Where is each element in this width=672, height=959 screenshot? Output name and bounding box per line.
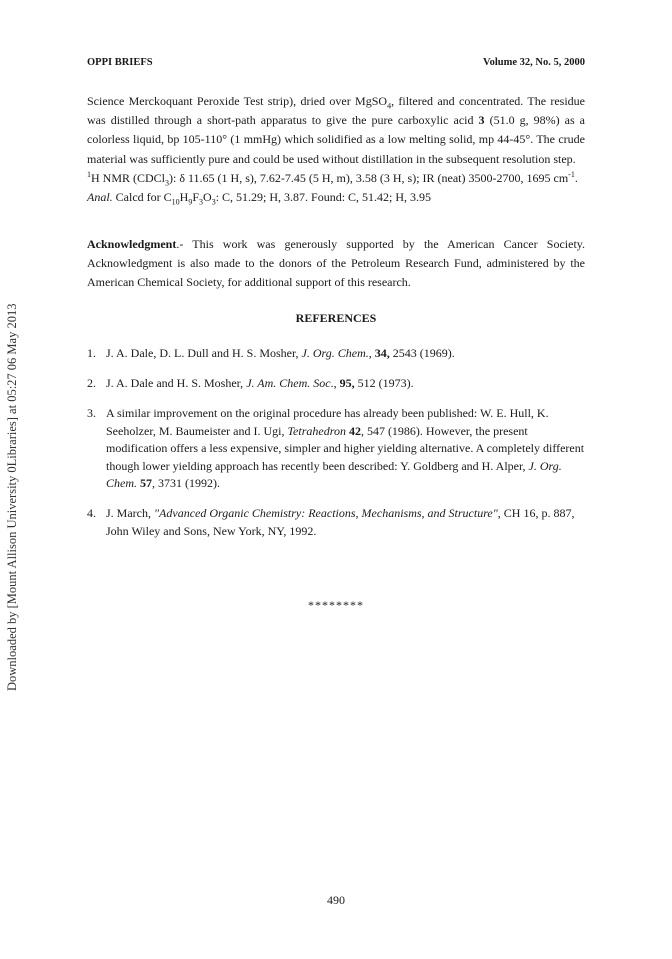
reference-text xyxy=(106,405,585,493)
text-run: . xyxy=(574,170,578,185)
text-run: was distilled through a short-path apparatus to give the pure carboxylic acid xyxy=(87,113,479,128)
subscript: 3 xyxy=(165,178,170,188)
reference-number: 1. xyxy=(87,346,96,360)
volume-info: Volume 32, No. 5, 2000 xyxy=(483,57,585,68)
page-number: 490 xyxy=(327,893,345,907)
download-watermark: Downloaded by [Mount Allison University 0Libraries] at 05:27 06 May 2013 xyxy=(5,303,19,691)
text-run: , 547 (1986). However, the present modification offers a less expensive, simpler and higher yielding alternative. A completely different though lower yielding approach has recently been described: Y. Goldberg and H. Alper, xyxy=(106,423,585,473)
text-run: material was sufficiently pure and could be used without distillation in the subsequent resolution step. xyxy=(87,151,576,166)
acknowledgment-text: .- This work was generously supported by the American Cancer Society. Acknowledgment is also made to the donors of the Petroleum Research Fund, administered by the American Chemical Society, for additional support of this research. xyxy=(87,237,585,290)
text-run: A similar improvement on the original procedure has already been published: W. E. Hull, K. Seeholzer, M. Baumeister and I. Ugi, xyxy=(106,406,549,438)
compound-number: 3 xyxy=(478,113,485,128)
acknowledgment-paragraph xyxy=(87,235,585,293)
text-run: J. March, xyxy=(106,506,154,520)
volume-number: 57 xyxy=(137,476,152,490)
subscript: 3 xyxy=(211,197,216,207)
reference-number: 4. xyxy=(87,506,96,520)
text-run: O xyxy=(203,190,212,205)
journal-title: J. Org. Chem. xyxy=(106,458,562,490)
journal-title: Tetrahedron xyxy=(287,423,346,438)
subscript: 3 xyxy=(199,197,204,207)
reference-number: 3. xyxy=(87,406,96,420)
book-title: "Advanced Organic Chemistry: Reactions, Mechanisms, and Structure" xyxy=(154,506,498,520)
volume-number: 95, xyxy=(339,376,355,390)
text-run: , filtered and concentrated. The residue xyxy=(391,94,586,108)
text-run: F xyxy=(192,190,200,205)
reference-text xyxy=(106,375,585,393)
text-run: , xyxy=(368,346,375,360)
text-run: ): δ 11.65 (1 H, s), 7.62-7.45 (5 H, m), 3.58 (3 H, s); IR (neat) 3500-2700, 1695 cm xyxy=(169,170,569,185)
volume-number: 34, xyxy=(374,346,390,360)
acknowledgment-label: Acknowledgment xyxy=(87,237,177,251)
superscript: 1 xyxy=(87,169,91,179)
journal-title: J. Org. Chem. xyxy=(301,346,369,360)
text-run: H xyxy=(179,190,189,205)
text-run: , 3731 (1992). xyxy=(152,476,220,490)
text-run: J. A. Dale, D. L. Dull and H. S. Mosher, xyxy=(106,346,302,360)
anal-label: Anal. xyxy=(87,190,113,205)
experimental-paragraph xyxy=(87,92,585,207)
journal-title: J. Am. Chem. Soc xyxy=(246,376,331,390)
text-run: Calcd for C xyxy=(112,190,172,205)
reference-text xyxy=(106,505,585,540)
text-run: , CH 16, p. 887, John Wiley and Sons, New York, NY, 1992. xyxy=(106,506,575,538)
text-run: colorless liquid, bp 105-110° (1 mmHg) which solidified as a low melting solid, mp 44-45°. The crude xyxy=(87,132,585,147)
text-run: ., xyxy=(330,376,340,390)
section-separator: ******** xyxy=(308,598,364,612)
reference-text xyxy=(106,345,585,363)
text-run: 2543 (1969). xyxy=(389,346,455,360)
text-run: 512 (1973). xyxy=(354,376,414,390)
references-heading: REFERENCES xyxy=(295,311,377,325)
text-run: H NMR (CDCl xyxy=(91,170,166,185)
journal-name: OPPI BRIEFS xyxy=(87,57,153,68)
text-run: (51.0 g, 98%) as a xyxy=(484,113,585,128)
subscript: 10 xyxy=(171,197,180,207)
superscript: -1 xyxy=(568,169,575,179)
text-run: J. A. Dale and H. S. Mosher, xyxy=(106,376,247,390)
volume-number: 42 xyxy=(345,423,361,438)
subscript: 9 xyxy=(188,197,193,207)
subscript: 4 xyxy=(387,101,392,111)
text-run: Science Merckoquant Peroxide Test strip), dried over MgSO xyxy=(87,94,388,108)
text-run: : C, 51.29; H, 3.87. Found: C, 51.42; H, 3.95 xyxy=(215,190,432,205)
reference-number: 2. xyxy=(87,376,96,390)
